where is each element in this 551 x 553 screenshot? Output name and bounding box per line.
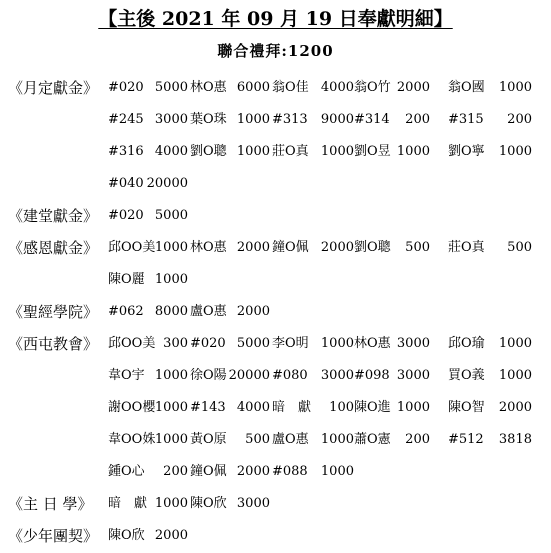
donation-amount: 3000 [154, 112, 188, 127]
section-5 [0, 488, 551, 520]
donation-amount: 2000 [236, 464, 270, 479]
donation-amount: 1000 [320, 144, 354, 159]
donation-amount: 1000 [396, 400, 430, 415]
donation-amount: 4000 [236, 400, 270, 415]
donation-amount: 1000 [154, 432, 188, 447]
donation-entry [190, 296, 270, 328]
donation-entry [272, 456, 354, 488]
donor-name: #316 [108, 144, 144, 159]
donation-amount: 500 [405, 240, 430, 255]
donation-entry [190, 72, 270, 104]
section-label: 《主 日 學》 [8, 495, 93, 513]
donation-entry [108, 296, 188, 328]
donor-name: 李O明 [272, 336, 309, 351]
donation-entry [190, 232, 270, 264]
section-0 [0, 72, 551, 200]
donor-name: 鍾O心 [108, 464, 145, 479]
donation-amount: 300 [163, 336, 188, 351]
donation-entry [448, 136, 532, 168]
donor-name: 翁O竹 [354, 80, 391, 95]
donation-entry [272, 360, 354, 392]
donation-amount: 2000 [236, 240, 270, 255]
donation-amount: 500 [507, 240, 532, 255]
donor-name: 陳O麗 [108, 272, 145, 287]
donation-amount: 5000 [236, 336, 270, 351]
donor-name: 莊O真 [272, 144, 309, 159]
donation-entry [448, 424, 532, 456]
donor-name: 莊O真 [448, 240, 485, 255]
section-label: 《建堂獻金》 [8, 207, 99, 225]
donation-entry [272, 104, 354, 136]
donation-entry [190, 328, 270, 360]
section-label: 《聖經學院》 [8, 303, 99, 321]
donor-name: #062 [108, 304, 144, 319]
donor-name: 劉O聰 [190, 144, 227, 159]
donation-entry [108, 392, 188, 424]
donation-amount: 3000 [236, 496, 270, 511]
donor-name: #080 [272, 368, 308, 383]
donation-amount: 1000 [154, 400, 188, 415]
donor-name: 韋O宇 [108, 368, 145, 383]
donor-name: #313 [272, 112, 308, 127]
donation-amount: 200 [405, 112, 430, 127]
donation-entry [272, 392, 354, 424]
donor-name: 葉O珠 [190, 112, 227, 127]
donation-row [0, 104, 551, 136]
donation-entry [108, 456, 188, 488]
donation-entry [272, 232, 354, 264]
service-subtitle: 聯合禮拜:1200 [217, 42, 334, 60]
document-title: 【主後 2021 年 09 月 19 日奉獻明細】 [98, 8, 453, 30]
donation-entry [108, 264, 188, 296]
donation-entry [448, 360, 532, 392]
donation-entry [272, 328, 354, 360]
donation-amount: 4000 [320, 80, 354, 95]
donation-amount: 20000 [146, 176, 188, 191]
donation-amount: 1000 [236, 112, 270, 127]
donation-amount: 20000 [228, 368, 270, 383]
donation-entry [272, 424, 354, 456]
donation-amount: 2000 [154, 528, 188, 543]
donation-amount: 1000 [320, 464, 354, 479]
donation-entry [108, 168, 188, 200]
donation-entry [354, 72, 430, 104]
donation-entry [190, 136, 270, 168]
donation-amount: 1000 [154, 368, 188, 383]
donor-name: 邱OO美 [108, 336, 156, 351]
donation-amount: 1000 [498, 80, 532, 95]
donation-amount: 200 [405, 432, 430, 447]
section-4 [0, 328, 551, 488]
donation-entry [190, 456, 270, 488]
donor-name: 陳O智 [448, 400, 485, 415]
donor-name: 林O惠 [354, 336, 391, 351]
donor-name: #040 [108, 176, 144, 191]
donor-name: 韋OO姝 [108, 432, 156, 447]
donation-entry [108, 488, 188, 520]
donor-name: 鐘O佩 [190, 464, 227, 479]
section-label: 《西屯教會》 [8, 335, 99, 353]
donor-name: 翁O佳 [272, 80, 309, 95]
section-label: 《感恩獻金》 [8, 239, 99, 257]
donor-name: 陳O欣 [190, 496, 227, 511]
donor-name: #315 [448, 112, 484, 127]
donation-entry [108, 136, 188, 168]
donor-name: 謝OO櫻 [108, 400, 156, 415]
donor-name: 林O惠 [190, 240, 227, 255]
donation-amount: 100 [329, 400, 354, 415]
donation-entry [354, 328, 430, 360]
donor-name: 劉O寧 [448, 144, 485, 159]
donation-row [0, 232, 551, 264]
donation-amount: 1000 [236, 144, 270, 159]
donation-entry [108, 200, 188, 232]
donation-amount: 1000 [498, 336, 532, 351]
donation-entry [108, 360, 188, 392]
donation-amount: 1000 [154, 496, 188, 511]
donation-amount: 3000 [396, 368, 430, 383]
donation-amount: 3000 [320, 368, 354, 383]
section-label: 《少年團契》 [8, 527, 99, 545]
donor-name: #245 [108, 112, 144, 127]
donation-entry [108, 232, 188, 264]
donation-amount: 2000 [498, 400, 532, 415]
donor-name: 翁O國 [448, 80, 485, 95]
donation-amount: 5000 [154, 208, 188, 223]
donation-amount: 2000 [236, 304, 270, 319]
donation-amount: 3000 [396, 336, 430, 351]
donation-amount: 8000 [154, 304, 188, 319]
donation-row [0, 360, 551, 392]
donor-name: #143 [190, 400, 226, 415]
donation-entry [448, 328, 532, 360]
donation-entry [190, 488, 270, 520]
donor-name: 暗 獻 [272, 400, 312, 415]
donation-amount: 1000 [154, 240, 188, 255]
donor-name: 蕭O憲 [354, 432, 391, 447]
donation-entry [190, 104, 270, 136]
donation-entry [190, 424, 270, 456]
donation-amount: 1000 [320, 432, 354, 447]
donor-name: #098 [354, 368, 390, 383]
donor-name: 陳O進 [354, 400, 391, 415]
donation-entry [354, 360, 430, 392]
donation-amount: 1000 [498, 368, 532, 383]
donation-entry [108, 520, 188, 552]
donation-amount: 1000 [498, 144, 532, 159]
donor-name: 徐O陽 [190, 368, 227, 383]
donation-entry [354, 136, 430, 168]
donation-amount: 9000 [320, 112, 354, 127]
donation-entry [108, 328, 188, 360]
donation-entry [108, 424, 188, 456]
donor-name: #020 [108, 80, 144, 95]
donation-row [0, 264, 551, 296]
donation-entry [448, 232, 532, 264]
donation-row [0, 392, 551, 424]
donor-name: #512 [448, 432, 484, 447]
donor-name: 邱OO美 [108, 240, 156, 255]
donation-amount: 1000 [396, 144, 430, 159]
donation-row [0, 520, 551, 552]
donor-name: 暗 獻 [108, 496, 148, 511]
donor-name: #020 [108, 208, 144, 223]
donation-amount: 3818 [498, 432, 532, 447]
donation-amount: 6000 [236, 80, 270, 95]
donation-amount: 200 [507, 112, 532, 127]
donation-amount: 5000 [154, 80, 188, 95]
donation-entry [190, 360, 270, 392]
donation-row [0, 328, 551, 360]
donor-name: 盧O惠 [190, 304, 227, 319]
donor-name: 劉O聰 [354, 240, 391, 255]
donation-amount: 2000 [396, 80, 430, 95]
donation-row [0, 456, 551, 488]
donation-amount: 4000 [154, 144, 188, 159]
section-label: 《月定獻金》 [8, 79, 99, 97]
donation-entry [354, 424, 430, 456]
donation-amount: 1000 [154, 272, 188, 287]
donation-entry [108, 104, 188, 136]
donor-name: #088 [272, 464, 308, 479]
donation-row [0, 72, 551, 104]
donor-name: 林O惠 [190, 80, 227, 95]
donation-entry [354, 232, 430, 264]
section-1 [0, 200, 551, 232]
section-3 [0, 296, 551, 328]
donation-entry [108, 72, 188, 104]
donor-name: 鐘O佩 [272, 240, 309, 255]
section-6 [0, 520, 551, 552]
donation-amount: 500 [245, 432, 270, 447]
donation-row [0, 424, 551, 456]
donation-amount: 200 [163, 464, 188, 479]
donation-entry [448, 72, 532, 104]
donation-amount: 2000 [320, 240, 354, 255]
donation-row [0, 488, 551, 520]
donation-amount: 1000 [320, 336, 354, 351]
donation-row [0, 200, 551, 232]
donor-name: 黃O原 [190, 432, 227, 447]
donor-name: 盧O惠 [272, 432, 309, 447]
donor-name: #314 [354, 112, 390, 127]
section-2 [0, 232, 551, 296]
donor-name: 邱O瑜 [448, 336, 485, 351]
donation-entry [448, 392, 532, 424]
donation-entry [190, 392, 270, 424]
donor-name: 劉O昱 [354, 144, 391, 159]
donor-name: 陳O欣 [108, 528, 145, 543]
donation-entry [354, 104, 430, 136]
donation-entry [448, 104, 532, 136]
donor-name: 買O義 [448, 368, 485, 383]
donation-row [0, 296, 551, 328]
donation-entry [272, 136, 354, 168]
donor-name: #020 [190, 336, 226, 351]
donation-entry [272, 72, 354, 104]
donation-entry [354, 392, 430, 424]
donation-row [0, 168, 551, 200]
donation-row [0, 136, 551, 168]
